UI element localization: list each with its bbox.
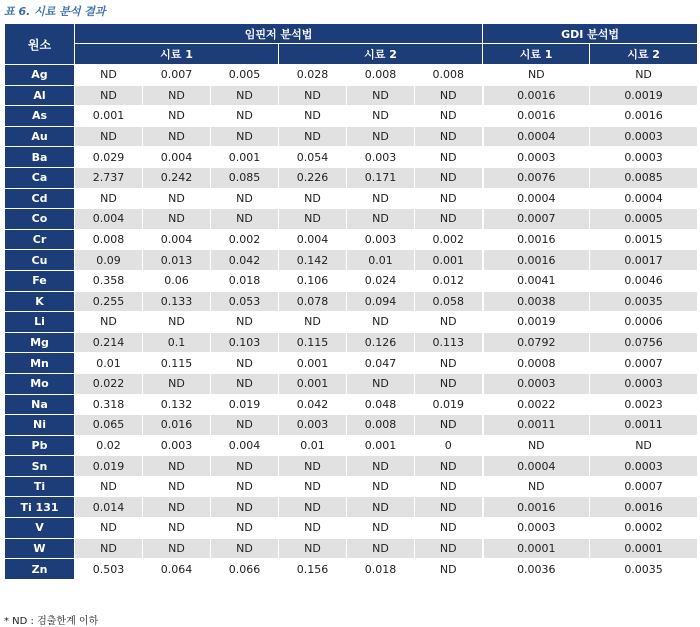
element-cell: Cr [5, 229, 75, 250]
value-cell: 0.016 [143, 415, 211, 436]
value-cell: 0.0005 [590, 209, 698, 230]
value-cell: ND [143, 209, 211, 230]
value-cell: 0.0019 [590, 85, 698, 106]
value-cell: ND [211, 373, 279, 394]
value-cell: ND [211, 497, 279, 518]
value-cell: 0.0038 [483, 291, 590, 312]
value-cell: 0.014 [75, 497, 143, 518]
value-cell: ND [347, 497, 415, 518]
value-cell: ND [279, 497, 347, 518]
value-cell: 0.001 [279, 373, 347, 394]
element-cell: Al [5, 85, 75, 106]
table-row [5, 270, 698, 291]
value-cell: 0.0016 [483, 250, 590, 271]
value-cell: 0.103 [211, 332, 279, 353]
value-cell: ND [75, 538, 143, 559]
value-cell: 0.214 [75, 332, 143, 353]
value-cell: ND [211, 456, 279, 477]
value-cell: ND [143, 188, 211, 209]
value-cell: 0.0016 [483, 229, 590, 250]
value-cell: ND [483, 435, 590, 456]
value-cell: ND [347, 373, 415, 394]
value-cell: 0.047 [347, 353, 415, 374]
value-cell: 0.0019 [483, 312, 590, 333]
value-cell: ND [347, 456, 415, 477]
value-cell: ND [75, 312, 143, 333]
element-cell: Ag [5, 65, 75, 86]
value-cell: ND [279, 209, 347, 230]
element-cell: Pb [5, 435, 75, 456]
value-cell: 0.0076 [483, 167, 590, 188]
value-cell: 0.042 [211, 250, 279, 271]
value-cell: 0.0003 [483, 518, 590, 539]
value-cell: 0.0004 [483, 126, 590, 147]
value-cell: 0.01 [347, 250, 415, 271]
value-cell: 0.008 [347, 65, 415, 86]
value-cell: ND [75, 126, 143, 147]
table-body [5, 65, 698, 580]
value-cell: ND [211, 85, 279, 106]
value-cell: 0.008 [415, 65, 483, 86]
value-cell: 0.0017 [590, 250, 698, 271]
value-cell: 0.133 [143, 291, 211, 312]
value-cell: 0.0036 [483, 559, 590, 580]
value-cell: 0.001 [279, 353, 347, 374]
value-cell: ND [415, 456, 483, 477]
value-cell: ND [415, 353, 483, 374]
value-cell: 0.0004 [483, 456, 590, 477]
value-cell: ND [211, 476, 279, 497]
element-cell: Ca [5, 167, 75, 188]
value-cell: ND [279, 518, 347, 539]
value-cell: ND [415, 85, 483, 106]
table-row [5, 291, 698, 312]
value-cell: ND [347, 188, 415, 209]
value-cell: 0.019 [415, 394, 483, 415]
value-cell: ND [415, 167, 483, 188]
table-row [5, 332, 698, 353]
table-row [5, 65, 698, 86]
element-cell: Ti [5, 476, 75, 497]
value-cell: ND [347, 476, 415, 497]
table-row [5, 538, 698, 559]
value-cell: ND [415, 538, 483, 559]
value-cell: 0.0016 [483, 85, 590, 106]
value-cell: 0.018 [211, 270, 279, 291]
value-cell: 0.058 [415, 291, 483, 312]
value-cell: 0.012 [415, 270, 483, 291]
value-cell: 0.0007 [590, 476, 698, 497]
table-row [5, 394, 698, 415]
value-cell: 0.02 [75, 435, 143, 456]
value-cell: ND [143, 312, 211, 333]
value-cell: 0.0003 [590, 147, 698, 168]
value-cell: 0.0016 [483, 497, 590, 518]
value-cell: 0.0004 [590, 188, 698, 209]
value-cell: ND [279, 126, 347, 147]
table-row [5, 126, 698, 147]
value-cell: 0.001 [347, 435, 415, 456]
value-cell: 0.0023 [590, 394, 698, 415]
value-cell: 0.01 [75, 353, 143, 374]
value-cell: 0.065 [75, 415, 143, 436]
table-row [5, 353, 698, 374]
value-cell: ND [143, 106, 211, 127]
element-cell: As [5, 106, 75, 127]
impinger-sample2-header: 시료 2 [279, 44, 483, 65]
element-cell: Zn [5, 559, 75, 580]
table-row [5, 456, 698, 477]
value-cell: ND [347, 209, 415, 230]
value-cell: 0.0016 [483, 106, 590, 127]
value-cell: 0.005 [211, 65, 279, 86]
value-cell: 0.226 [279, 167, 347, 188]
value-cell: ND [211, 106, 279, 127]
element-cell: K [5, 291, 75, 312]
value-cell: 0.318 [75, 394, 143, 415]
value-cell: 0.132 [143, 394, 211, 415]
value-cell: ND [211, 353, 279, 374]
value-cell: 0.085 [211, 167, 279, 188]
value-cell: ND [75, 65, 143, 86]
value-cell: ND [415, 126, 483, 147]
value-cell: 0.0085 [590, 167, 698, 188]
table-row [5, 209, 698, 230]
value-cell: 0.0007 [483, 209, 590, 230]
value-cell: ND [279, 106, 347, 127]
value-cell: 0.053 [211, 291, 279, 312]
value-cell: 0.0016 [590, 106, 698, 127]
value-cell: 0.01 [279, 435, 347, 456]
value-cell: 0.113 [415, 332, 483, 353]
value-cell: 0.242 [143, 167, 211, 188]
value-cell: ND [415, 106, 483, 127]
value-cell: ND [211, 188, 279, 209]
value-cell: 0.078 [279, 291, 347, 312]
value-cell: 0.0003 [590, 373, 698, 394]
table-row [5, 312, 698, 333]
value-cell: 0.003 [347, 229, 415, 250]
value-cell: 0.004 [211, 435, 279, 456]
value-cell: 0.029 [75, 147, 143, 168]
table-row [5, 497, 698, 518]
value-cell: ND [347, 85, 415, 106]
table-row [5, 559, 698, 580]
value-cell: 0.0011 [590, 415, 698, 436]
value-cell: 0.007 [143, 65, 211, 86]
value-cell: ND [279, 312, 347, 333]
value-cell: ND [415, 518, 483, 539]
value-cell: ND [279, 188, 347, 209]
value-cell: 0.0046 [590, 270, 698, 291]
value-cell: 0.09 [75, 250, 143, 271]
value-cell: 0.019 [211, 394, 279, 415]
element-cell: Mo [5, 373, 75, 394]
element-cell: Ba [5, 147, 75, 168]
value-cell: 0.142 [279, 250, 347, 271]
value-cell: ND [75, 85, 143, 106]
value-cell: 0.008 [75, 229, 143, 250]
element-cell: Mn [5, 353, 75, 374]
value-cell: ND [590, 65, 698, 86]
value-cell: ND [415, 188, 483, 209]
value-cell: ND [75, 476, 143, 497]
table-row [5, 106, 698, 127]
element-cell: Li [5, 312, 75, 333]
value-cell: 0.004 [279, 229, 347, 250]
value-cell: ND [279, 85, 347, 106]
element-cell: V [5, 518, 75, 539]
value-cell: 0.064 [143, 559, 211, 580]
value-cell: 0 [415, 435, 483, 456]
element-cell: Sn [5, 456, 75, 477]
value-cell: 0.004 [143, 147, 211, 168]
value-cell: 0.0007 [590, 353, 698, 374]
value-cell: 0.0003 [590, 126, 698, 147]
value-cell: 0.054 [279, 147, 347, 168]
gdi-sample2-header: 시료 2 [590, 44, 698, 65]
value-cell: ND [279, 456, 347, 477]
value-cell: 0.002 [415, 229, 483, 250]
value-cell: ND [143, 126, 211, 147]
value-cell: 0.0003 [483, 147, 590, 168]
element-cell: W [5, 538, 75, 559]
element-cell: Cu [5, 250, 75, 271]
table-caption: 표 6. 시료 분석 결과 [4, 5, 106, 18]
value-cell: 0.0006 [590, 312, 698, 333]
value-cell: 0.0003 [590, 456, 698, 477]
value-cell: ND [143, 456, 211, 477]
value-cell: ND [415, 312, 483, 333]
value-cell: 0.0041 [483, 270, 590, 291]
value-cell: ND [143, 497, 211, 518]
element-cell: Cd [5, 188, 75, 209]
element-cell: Mg [5, 332, 75, 353]
element-cell: Fe [5, 270, 75, 291]
value-cell: 0.094 [347, 291, 415, 312]
value-cell: ND [143, 518, 211, 539]
value-cell: 0.018 [347, 559, 415, 580]
value-cell: ND [279, 538, 347, 559]
value-cell: 0.115 [143, 353, 211, 374]
value-cell: 0.004 [143, 229, 211, 250]
value-cell: ND [143, 538, 211, 559]
value-cell: 0.004 [75, 209, 143, 230]
value-cell: ND [415, 209, 483, 230]
value-cell: ND [347, 106, 415, 127]
value-cell: 0.0004 [483, 188, 590, 209]
value-cell: 0.028 [279, 65, 347, 86]
value-cell: ND [211, 126, 279, 147]
value-cell: 0.0015 [590, 229, 698, 250]
value-cell: 0.0756 [590, 332, 698, 353]
value-cell: 0.048 [347, 394, 415, 415]
value-cell: 0.003 [143, 435, 211, 456]
table-row [5, 85, 698, 106]
value-cell: ND [415, 559, 483, 580]
value-cell: ND [483, 476, 590, 497]
footnote: * ND : 검출한계 이하 [4, 616, 99, 627]
value-cell: 0.0022 [483, 394, 590, 415]
value-cell: 0.358 [75, 270, 143, 291]
value-cell: 0.042 [279, 394, 347, 415]
table-row [5, 147, 698, 168]
value-cell: 0.003 [347, 147, 415, 168]
value-cell: 0.001 [415, 250, 483, 271]
value-cell: 0.003 [279, 415, 347, 436]
table-row [5, 250, 698, 271]
value-cell: 0.066 [211, 559, 279, 580]
value-cell: ND [211, 518, 279, 539]
table-row [5, 373, 698, 394]
impinger-sample1-header: 시료 1 [75, 44, 279, 65]
value-cell: 2.737 [75, 167, 143, 188]
value-cell: 0.171 [347, 167, 415, 188]
value-cell: 0.503 [75, 559, 143, 580]
value-cell: ND [590, 435, 698, 456]
element-cell: Ni [5, 415, 75, 436]
value-cell: 0.0035 [590, 291, 698, 312]
value-cell: 0.019 [75, 456, 143, 477]
value-cell: 0.001 [211, 147, 279, 168]
value-cell: 0.255 [75, 291, 143, 312]
element-cell: Au [5, 126, 75, 147]
value-cell: ND [211, 209, 279, 230]
table-row [5, 435, 698, 456]
value-cell: ND [347, 538, 415, 559]
element-cell: Co [5, 209, 75, 230]
value-cell: 0.008 [347, 415, 415, 436]
value-cell: 0.013 [143, 250, 211, 271]
table-row [5, 229, 698, 250]
value-cell: 0.0011 [483, 415, 590, 436]
value-cell: ND [143, 373, 211, 394]
element-cell: Na [5, 394, 75, 415]
value-cell: ND [483, 65, 590, 86]
value-cell: 0.115 [279, 332, 347, 353]
value-cell: 0.0001 [483, 538, 590, 559]
table-row [5, 518, 698, 539]
value-cell: 0.001 [75, 106, 143, 127]
table-row [5, 188, 698, 209]
value-cell: 0.022 [75, 373, 143, 394]
value-cell: 0.106 [279, 270, 347, 291]
impinger-method-header: 임핀저 분석법 [75, 24, 483, 44]
value-cell: ND [415, 476, 483, 497]
value-cell: 0.024 [347, 270, 415, 291]
value-cell: ND [415, 147, 483, 168]
value-cell: ND [347, 312, 415, 333]
value-cell: 0.0035 [590, 559, 698, 580]
analysis-results-table [4, 23, 698, 580]
value-cell: 0.0016 [590, 497, 698, 518]
value-cell: ND [415, 373, 483, 394]
value-cell: 0.0008 [483, 353, 590, 374]
value-cell: 0.0001 [590, 538, 698, 559]
value-cell: ND [415, 497, 483, 518]
value-cell: 0.1 [143, 332, 211, 353]
value-cell: ND [279, 476, 347, 497]
value-cell: ND [75, 518, 143, 539]
value-cell: ND [143, 85, 211, 106]
table-row [5, 415, 698, 436]
value-cell: 0.06 [143, 270, 211, 291]
value-cell: 0.0003 [483, 373, 590, 394]
gdi-sample1-header: 시료 1 [483, 44, 590, 65]
value-cell: 0.126 [347, 332, 415, 353]
element-column-header: 원소 [5, 24, 75, 65]
value-cell: ND [347, 126, 415, 147]
value-cell: ND [211, 312, 279, 333]
gdi-method-header: GDI 분석법 [483, 24, 698, 44]
value-cell: ND [415, 415, 483, 436]
table-row [5, 476, 698, 497]
table-row [5, 167, 698, 188]
value-cell: ND [75, 188, 143, 209]
value-cell: 0.0792 [483, 332, 590, 353]
value-cell: ND [347, 518, 415, 539]
value-cell: 0.156 [279, 559, 347, 580]
value-cell: ND [211, 415, 279, 436]
value-cell: ND [143, 476, 211, 497]
value-cell: 0.002 [211, 229, 279, 250]
value-cell: ND [211, 538, 279, 559]
value-cell: 0.0002 [590, 518, 698, 539]
element-cell: Ti 131 [5, 497, 75, 518]
